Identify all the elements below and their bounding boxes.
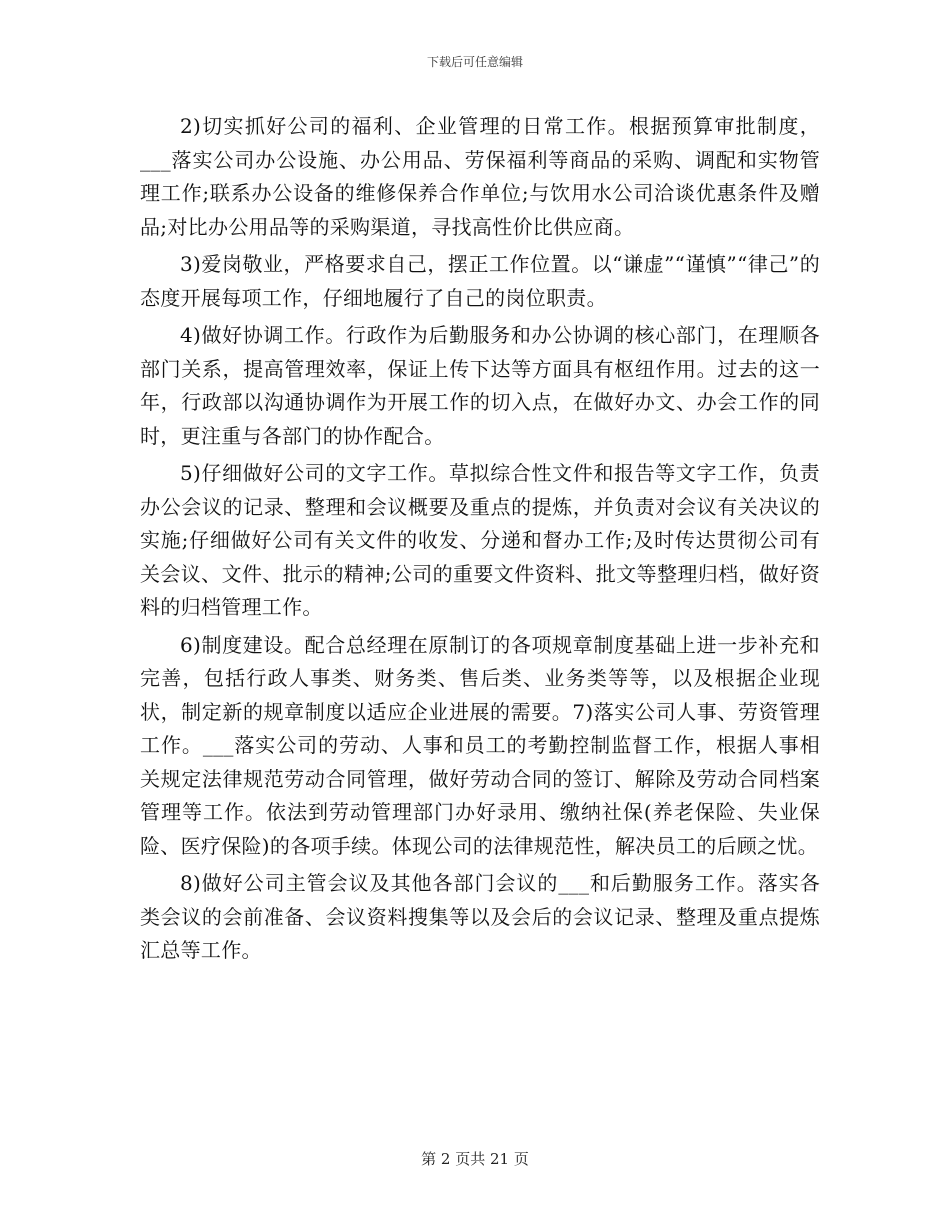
paragraph-5: 5)仔细做好公司的文字工作。草拟综合性文件和报告等文字工作，负责办公会议的记录、整理和会议概要及重点的提炼，并负责对会议有关决议的实施;仔细做好公司有关文件的收发、分递和督办工作;及时传达贯彻公司有关会议、文件、批示的精神;公司的重要文件资料、批文等整理归档，做好资料的归档管理工作。 <box>140 461 820 619</box>
paragraph-2: 2)切实抓好公司的福利、企业管理的日常工作。根据预算审批制度，___落实公司办公设施、办公用品、劳保福利等商品的采购、调配和实物管理工作;联系办公设备的维修保养合作单位;与饮用水公司洽谈优惠条件及赠品;对比办公用品等的采购渠道，寻找高性价比供应商。 <box>140 114 820 239</box>
page-number: 第 2 页共 21 页 <box>421 1150 529 1168</box>
paragraph-3: 3)爱岗敬业，严格要求自己，摆正工作位置。以“谦虚”“谨慎”“律己”的态度开展每项工作，仔细地履行了自己的岗位职责。 <box>140 252 820 310</box>
document-body <box>140 110 820 972</box>
paragraph-8: 8)做好公司主管会议及其他各部门会议的___和后勤服务工作。落实各类会议的会前准备、会议资料搜集等以及会后的会议记录、整理及重点提炼汇总等工作。 <box>140 871 820 962</box>
paragraph-6-7: 6)制度建设。配合总经理在原制订的各项规章制度基础上进一步补充和完善，包括行政人事类、财务类、售后类、业务类等等，以及根据企业现状，制定新的规章制度以适应企业进展的需要。7)落实公司人事、劳资管理工作。___落实公司的劳动、人事和员工的考勤控制监督工作，根据人事相关规定法律规范劳动合同管理，做好劳动合同的签订、解除及劳动合同档案管理等工作。依法到劳动管理部门办好录用、缴纳社保(养老保险、失业保险、医疗保险)的各项手续。体现公司的法律规范性，解决员工的后顾之忧。 <box>140 632 820 858</box>
paragraph-4: 4)做好协调工作。行政作为后勤服务和办公协调的核心部门，在理顺各部门关系，提高管理效率，保证上传下达等方面具有枢纽作用。过去的这一年，行政部以沟通协调作为开展工作的切入点，在做好办文、办会工作的同时，更注重与各部门的协作配合。 <box>140 323 820 448</box>
page-header-note: 下载后可任意编辑 <box>426 55 523 69</box>
